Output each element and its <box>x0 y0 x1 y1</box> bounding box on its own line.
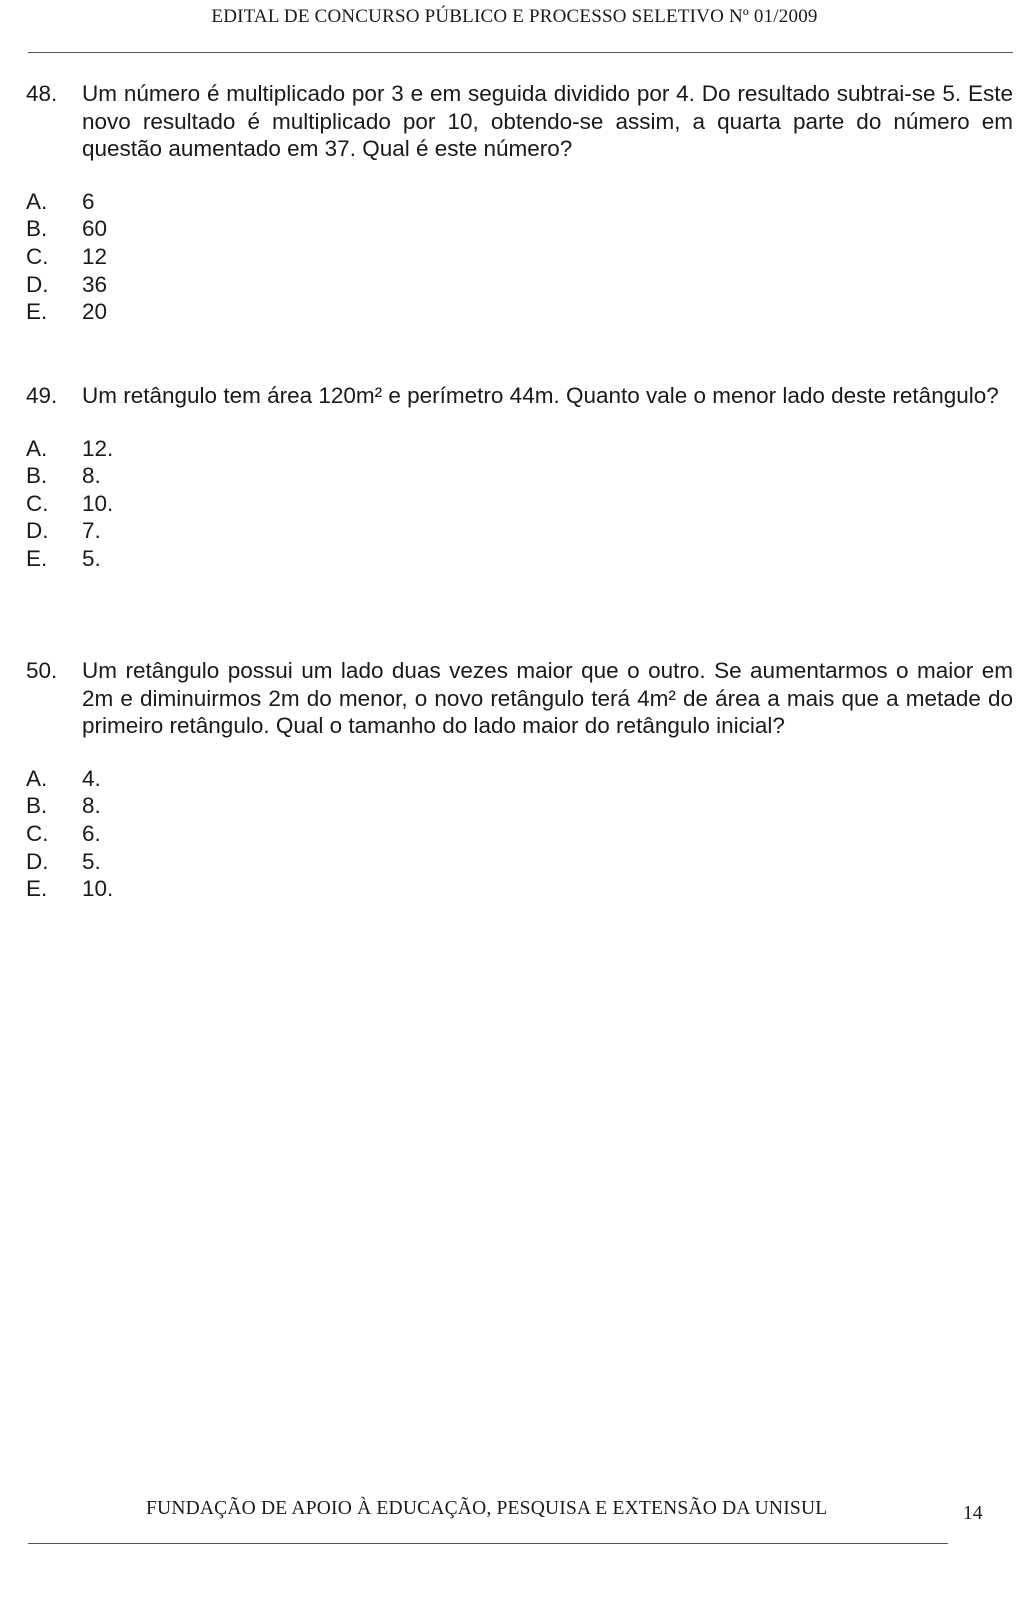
option-value: 36 <box>82 271 108 297</box>
question-48 <box>26 80 1016 326</box>
question-stem <box>26 382 1016 410</box>
option-value: 4. <box>82 765 101 791</box>
option-letter: C. <box>26 490 49 516</box>
option-letter: A. <box>26 435 48 461</box>
document-footer: FUNDAÇÃO DE APOIO À EDUCAÇÃO, PESQUISA E EXTENSÃO DA UNISUL <box>146 1498 828 1519</box>
option-letter: E. <box>26 876 48 902</box>
option-d <box>26 517 1016 545</box>
question-number: 50. <box>26 658 58 683</box>
option-c <box>26 820 1016 848</box>
option-value: 5. <box>82 545 101 571</box>
question-49 <box>26 382 1016 573</box>
option-value: 10. <box>82 876 114 902</box>
option-letter: A. <box>26 765 48 791</box>
option-value: 8. <box>82 793 101 819</box>
option-letter: D. <box>26 848 49 874</box>
option-value: 12 <box>82 243 108 269</box>
option-letter: C. <box>26 243 49 269</box>
answer-options <box>26 435 1016 573</box>
option-d <box>26 848 1016 876</box>
option-e <box>26 545 1016 573</box>
question-stem <box>26 80 1016 163</box>
option-letter: C. <box>26 820 49 846</box>
option-c <box>26 490 1016 518</box>
question-text: Um retângulo tem área 120m² e perímetro 44m. Quanto vale o menor lado deste retângulo? <box>82 383 999 408</box>
option-a <box>26 188 1016 216</box>
option-b <box>26 792 1016 820</box>
option-letter: D. <box>26 271 49 297</box>
option-value: 60 <box>82 216 108 242</box>
option-b <box>26 462 1016 490</box>
option-value: 12. <box>82 435 114 461</box>
option-letter: B. <box>26 793 48 819</box>
option-a <box>26 435 1016 463</box>
page-number: 14 <box>963 1503 983 1524</box>
option-value: 6 <box>82 188 95 214</box>
option-value: 20 <box>82 299 108 325</box>
option-letter: E. <box>26 545 48 571</box>
question-50 <box>26 657 1016 903</box>
option-value: 8. <box>82 463 101 489</box>
option-d <box>26 271 1016 299</box>
option-e <box>26 298 1016 326</box>
header-divider <box>28 52 1013 53</box>
option-value: 6. <box>82 820 101 846</box>
option-letter: D. <box>26 518 49 544</box>
option-letter: B. <box>26 216 48 242</box>
question-text: Um retângulo possui um lado duas vezes maior que o outro. Se aumentarmos o maior em 2m e diminuirmos 2m do menor, o novo retângulo terá 4m² de área a mais que a metade do primeiro retângulo. Qual o tamanho do lado maior do retângulo inicial? <box>82 658 1013 739</box>
option-c <box>26 243 1016 271</box>
option-b <box>26 215 1016 243</box>
option-value: 5. <box>82 848 101 874</box>
question-text: Um número é multiplicado por 3 e em seguida dividido por 4. Do resultado subtrai-se 5. Este novo resultado é multiplicado por 10, obtendo-se assim, a quarta parte do número em questão aumentado em 37. Qual é este número? <box>82 81 1013 162</box>
document-header: EDITAL DE CONCURSO PÚBLICO E PROCESSO SELETIVO Nº 01/2009 <box>211 6 818 27</box>
footer-divider <box>28 1543 948 1544</box>
option-letter: B. <box>26 463 48 489</box>
question-number: 49. <box>26 383 58 408</box>
option-value: 10. <box>82 490 114 516</box>
option-value: 7. <box>82 518 101 544</box>
option-a <box>26 765 1016 793</box>
question-stem <box>26 657 1016 740</box>
option-e <box>26 875 1016 903</box>
question-number: 48. <box>26 81 58 106</box>
answer-options <box>26 188 1016 326</box>
option-letter: A. <box>26 188 48 214</box>
answer-options <box>26 765 1016 903</box>
option-letter: E. <box>26 299 48 325</box>
